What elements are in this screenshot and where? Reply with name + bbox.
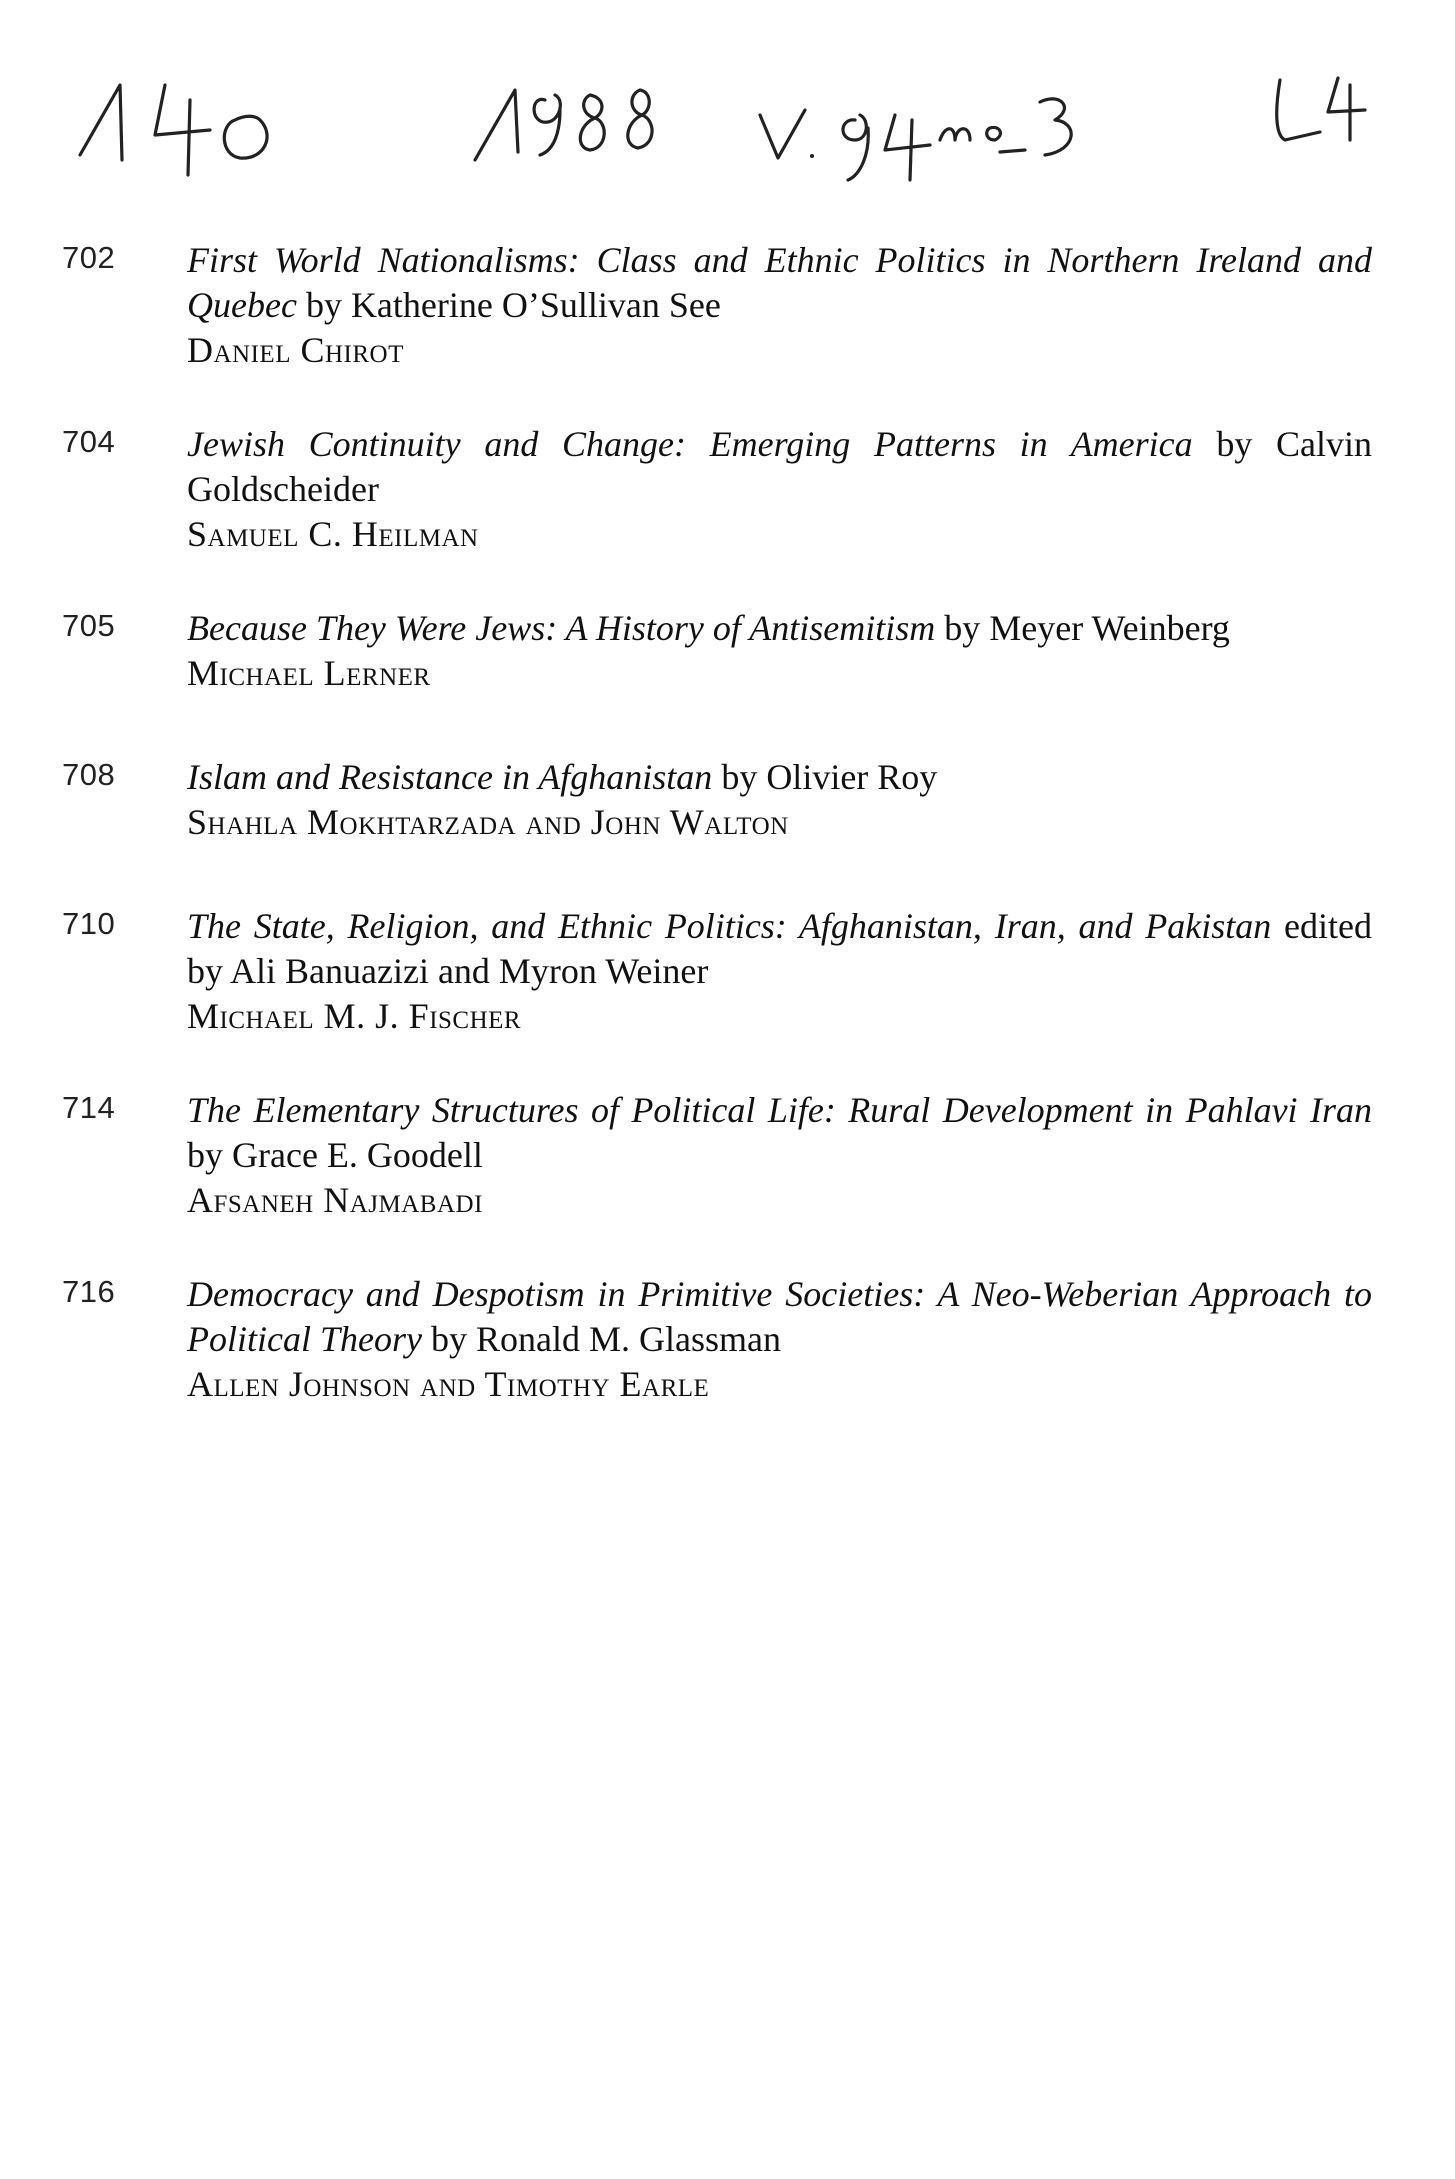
page-number: 705 <box>62 608 116 643</box>
page-number: 708 <box>62 757 116 792</box>
list-item <box>62 755 1372 855</box>
reviewer-name: Michael M. J. Fischer <box>187 996 522 1036</box>
list-item <box>62 238 1372 373</box>
book-byline: by Calvin Goldscheider <box>187 424 1372 509</box>
book-byline: by Katherine O’Sullivan See <box>296 285 721 325</box>
reviewer-name: Afsaneh Najmabadi <box>187 1180 483 1220</box>
reviewer-name: Michael Lerner <box>187 653 431 693</box>
book-title: Democracy and Despotism in Primitive Societies: A Neo-Weberian Approach to Political Theory <box>187 1274 1372 1359</box>
handwritten-note-image <box>60 40 1390 190</box>
list-item <box>62 606 1372 706</box>
book-title: Islam and Resistance in Afghanistan <box>187 757 713 797</box>
book-byline: by Meyer Weinberg <box>935 608 1230 648</box>
book-citation <box>187 606 1372 651</box>
reviewer-name: Shahla Mokhtarzada and John Walton <box>187 802 789 842</box>
list-item <box>62 1272 1372 1407</box>
book-title: Jewish Continuity and Change: Emerging Patterns in America <box>187 424 1193 464</box>
book-citation <box>187 1088 1372 1178</box>
reviewer-name: Daniel Chirot <box>187 330 404 370</box>
page-number: 716 <box>62 1274 116 1309</box>
page-number: 704 <box>62 424 116 459</box>
list-item <box>62 1088 1372 1223</box>
book-citation <box>187 904 1372 994</box>
book-title: The Elementary Structures of Political Life: Rural Development in Pahlavi Iran <box>187 1090 1372 1130</box>
book-byline: by Grace E. Goodell <box>187 1135 483 1175</box>
book-citation <box>187 1272 1372 1362</box>
book-byline: by Olivier Roy <box>712 757 938 797</box>
book-citation <box>187 422 1372 512</box>
book-byline: by Ronald M. Glassman <box>421 1319 781 1359</box>
book-title: The State, Religion, and Ethnic Politics: Afghanistan, Iran, and Pakistan <box>187 906 1272 946</box>
list-item <box>62 904 1372 1039</box>
book-title: First World Nationalisms: Class and Ethnic Politics in Northern Ireland and Quebec <box>187 240 1372 325</box>
reviewer-name: Allen Johnson and Timothy Earle <box>187 1364 710 1404</box>
list-item <box>62 422 1372 557</box>
page-number: 714 <box>62 1090 116 1125</box>
page-number: 710 <box>62 906 116 941</box>
book-title: Because They Were Jews: A History of Antisemitism <box>187 608 936 648</box>
book-citation <box>187 755 1372 800</box>
handwritten-annotation <box>60 40 1390 190</box>
review-list <box>62 238 1372 1456</box>
book-byline: edited by Ali Banuazizi and Myron Weiner <box>187 906 1372 991</box>
reviewer-name: Samuel C. Heilman <box>187 514 479 554</box>
page-number: 702 <box>62 240 116 275</box>
book-citation <box>187 238 1372 328</box>
